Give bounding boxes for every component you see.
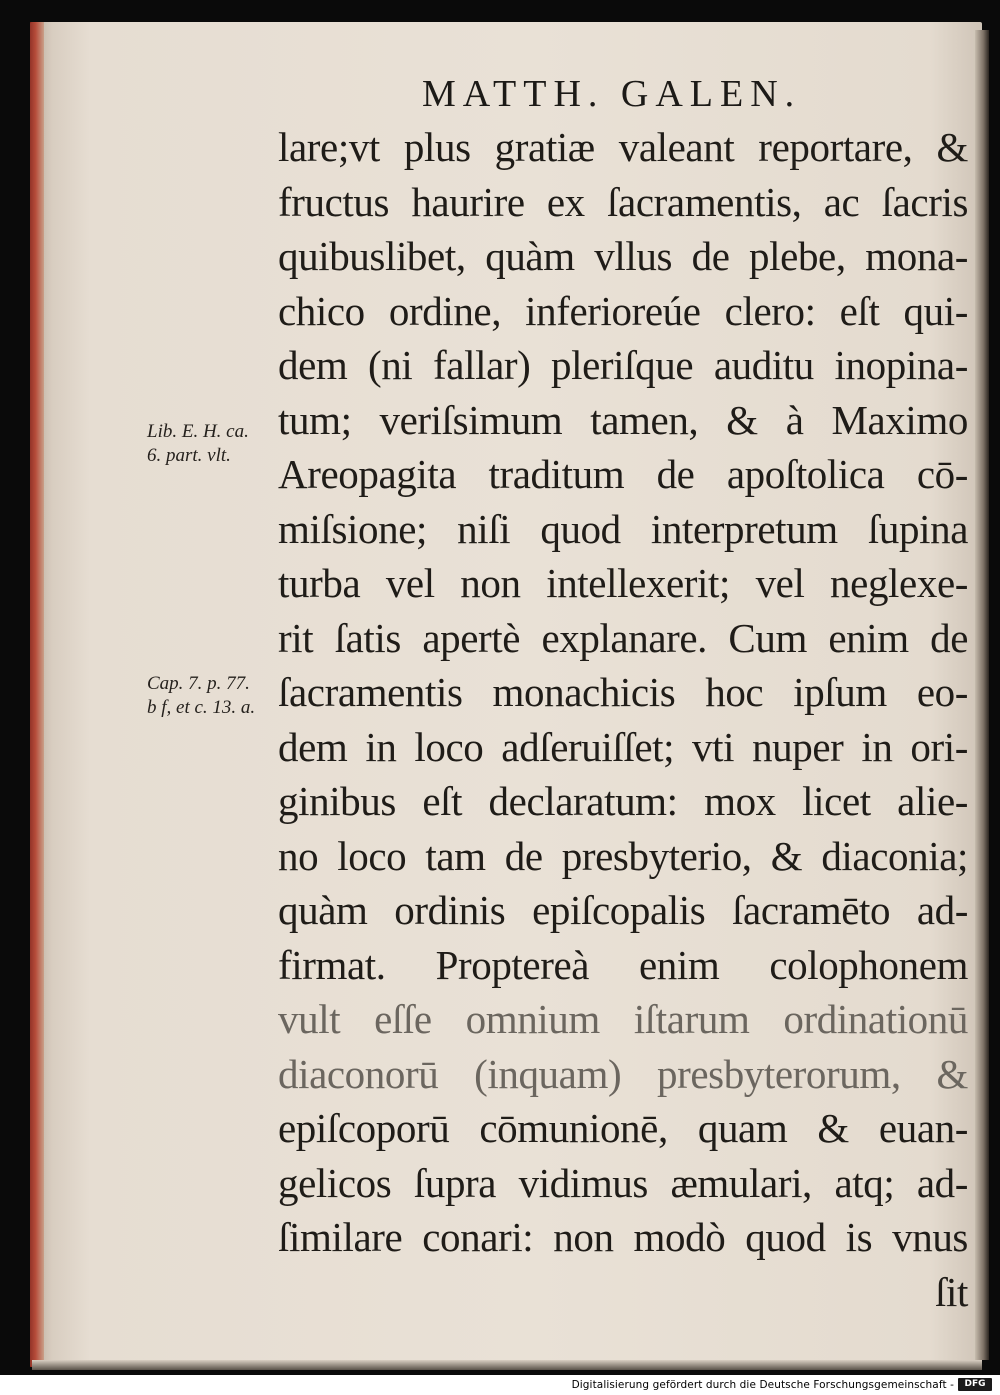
running-head: MATTH. GALEN.: [422, 73, 802, 115]
text-line: quibuslibet, quàm vllus de plebe, mona-: [278, 233, 968, 279]
page-bottom-edge: [32, 1360, 982, 1370]
marginal-note-line: b f, et c. 13. a.: [147, 697, 256, 718]
catchword: ſit: [935, 1268, 968, 1315]
text-line: ginibus eſt declaratum: mox licet alie-: [278, 778, 968, 824]
text-line: chico ordine, inferioreúe clero: eſt qui-: [278, 287, 968, 334]
marginal-note-line: Lib. E. H. ca.: [147, 421, 249, 442]
text-line: diaconorū (inquam) presbyterorum, &: [278, 1050, 968, 1097]
text-line: ſimilare conari: non modò quod is vnus: [278, 1214, 968, 1260]
text-line: lare;vt plus gratiæ valeant reportare, &: [278, 124, 968, 170]
text-line: no loco tam de presbyterio, & diaconia;: [278, 832, 968, 879]
text-line: turba vel non intellexerit; vel neglexe-: [278, 560, 968, 606]
marginal-note-line: 6. part. vlt.: [147, 445, 231, 466]
funding-credit: Digitalisierung gefördert durch die Deutsche Forschungsgemeinschaft -: [571, 1379, 954, 1391]
text-line: rit ſatis apertè explanare. Cum enim de: [278, 614, 968, 661]
text-line: miſsione; niſi quod interpretum ſupina: [278, 505, 968, 552]
text-line: gelicos ſupra vidimus æmulari, atq; ad-: [278, 1159, 968, 1206]
body-text: [278, 120, 968, 1319]
text-line: tum; veriſsimum tamen, & à Maximo: [278, 396, 968, 443]
text-line: fructus haurire ex ſacramentis, ac ſacris: [278, 178, 968, 225]
text-line: dem (ni fallar) pleriſque auditu inopina-: [278, 342, 968, 388]
dfg-logo: DFG: [958, 1378, 992, 1391]
page-binding-edge: [30, 22, 44, 1367]
text-line: quàm ordinis epiſcopalis ſacramēto ad-: [278, 887, 968, 933]
text-line: epiſcoporū cōmunionē, quam & euan-: [278, 1105, 968, 1151]
page-fore-edge: [975, 30, 989, 1360]
marginal-note-line: Cap. 7. p. 77.: [147, 673, 250, 694]
text-line: firmat. Proptereà enim colophonem: [278, 941, 968, 988]
text-line: dem in loco adſeruiſſet; vti nuper in ori-: [278, 723, 968, 770]
text-line: ſacramentis monachicis hoc ipſum eo-: [278, 669, 968, 715]
marginal-note: [147, 672, 255, 720]
text-line: Areopagita traditum de apoſtolica cō-: [278, 451, 968, 497]
text-line: vult eſſe omnium iſtarum ordinationū: [278, 996, 968, 1042]
marginal-note: [147, 420, 249, 468]
